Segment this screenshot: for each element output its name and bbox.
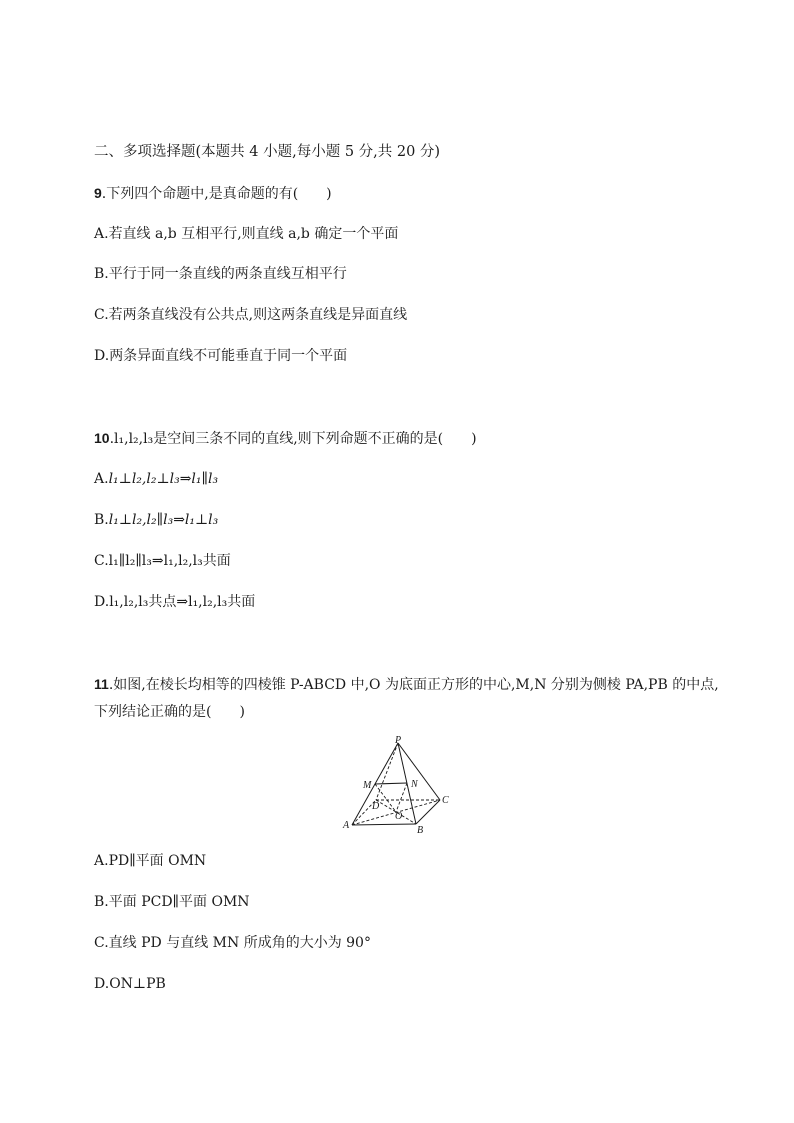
question-stem-text: .如图,在棱长均相等的四棱锥 P-ABCD 中,O 为底面正方形的中心,M,N 分别为侧棱 PA,PB 的中点, — [108, 677, 719, 693]
option-text: l₁∥l₂∥l₃⇒l₁,l₂,l₃共面 — [108, 553, 231, 569]
option-9b — [94, 265, 347, 283]
question-stem-text: .下列四个命题中,是真命题的有( ) — [101, 186, 332, 202]
question-10-stem — [94, 429, 477, 448]
option-11c — [94, 934, 371, 952]
edge-ab — [352, 824, 416, 825]
option-text: PD∥平面 OMN — [108, 853, 207, 869]
option-letter: A. — [94, 853, 109, 869]
option-10c — [94, 552, 231, 570]
label-m: M — [363, 780, 372, 791]
option-letter: D. — [94, 976, 110, 992]
question-9-stem — [94, 184, 332, 203]
label-d: D — [372, 801, 380, 812]
question-11-stem-line2: 下列结论正确的是( ) — [94, 704, 245, 720]
label-o: O — [395, 811, 403, 822]
option-text: 若直线 a,b 互相平行,则直线 a,b 确定一个平面 — [108, 226, 399, 242]
option-9c — [94, 306, 407, 324]
edge-bc — [416, 800, 440, 824]
option-text: 平面 PCD∥平面 OMN — [108, 894, 250, 910]
option-11b — [94, 893, 250, 911]
question-11-stem — [94, 675, 719, 694]
option-letter: A. — [94, 471, 109, 487]
label-c: C — [442, 795, 449, 806]
option-text: l₁,l₂,l₃共点⇒l₁,l₂,l₃共面 — [109, 594, 256, 610]
label-a: A — [343, 820, 350, 831]
option-text: l₁⊥l₂,l₂∥l₃⇒l₁⊥l₃ — [108, 512, 219, 528]
label-b: B — [417, 825, 424, 835]
option-11d — [94, 975, 166, 993]
option-letter: D. — [94, 348, 110, 364]
option-letter: C. — [94, 935, 109, 951]
option-10b — [94, 511, 218, 529]
option-text: 两条异面直线不可能垂直于同一个平面 — [109, 348, 348, 364]
option-text: l₁⊥l₂,l₂⊥l₃⇒l₁∥l₃ — [108, 471, 219, 487]
segment-mn — [375, 783, 407, 784]
option-9d — [94, 347, 347, 365]
edge-pd — [376, 743, 398, 800]
option-10a — [94, 470, 218, 488]
pyramid-figure — [336, 733, 460, 835]
section-title: 二、多项选择题(本题共 4 小题,每小题 5 分,共 20 分) — [94, 144, 441, 160]
option-letter: A. — [94, 226, 109, 242]
option-9a — [94, 225, 398, 243]
option-text: ON⊥PB — [109, 976, 166, 992]
pyramid-diagram — [336, 733, 460, 835]
label-p: P — [395, 735, 402, 746]
option-text: 平行于同一条直线的两条直线互相平行 — [108, 266, 347, 282]
option-text: 若两条直线没有公共点,则这两条直线是异面直线 — [108, 307, 408, 323]
option-letter: C. — [94, 553, 109, 569]
option-10d — [94, 593, 255, 611]
question-number: 10 — [94, 430, 110, 446]
option-letter: C. — [94, 307, 109, 323]
option-letter: D. — [94, 594, 110, 610]
option-text: 直线 PD 与直线 MN 所成角的大小为 90° — [108, 935, 371, 951]
option-11a — [94, 852, 206, 870]
option-letter: B. — [94, 512, 109, 528]
segment-no — [396, 783, 407, 812]
question-number: 11 — [94, 676, 109, 692]
option-letter: B. — [94, 266, 109, 282]
label-n: N — [411, 779, 418, 790]
question-number: 9 — [94, 185, 102, 201]
question-stem-text: .l₁,l₂,l₃是空间三条不同的直线,则下列命题不正确的是( ) — [109, 431, 477, 447]
option-letter: B. — [94, 894, 109, 910]
